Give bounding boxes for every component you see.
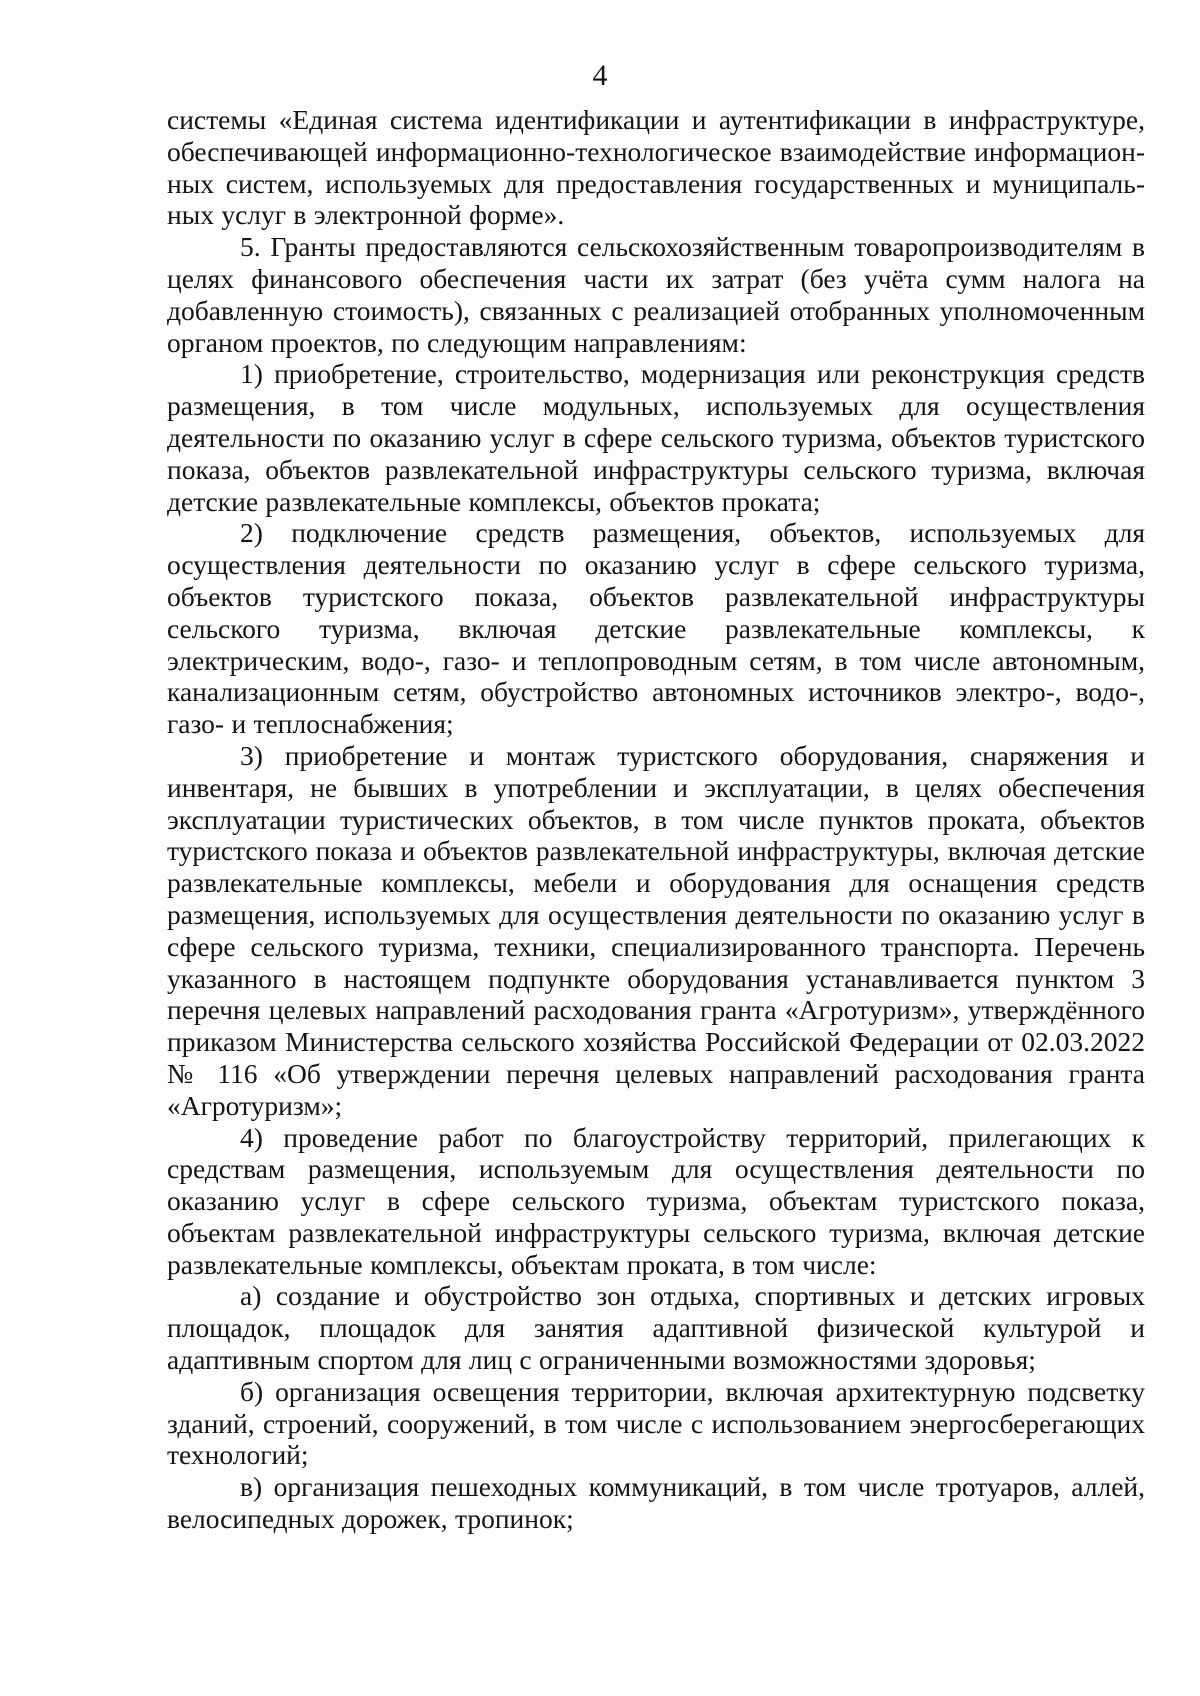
page-number: 4 [592,59,608,92]
paragraph: 4) проведение работ по благоустройству территорий, прилегающих к средствам размещения, используемым для осуществления деятельности по оказанию услуг в сфере сельского туризма, объектам туристского показа, объектам развлекательной инфраструктуры сельского туризма, включая детские развлекательные комплексы, объектам проката, в том числе: [167,1121,1145,1280]
paragraph: системы «Единая система идентификации и аутентификации в инфраструктуре, обеспечивающей информационно-технологическое взаимодействие информационных систем, используемых для предоставления государственных и муниципальных услуг в электронной форме». [167,104,1145,231]
paragraph: 5. Гранты предоставляются сельскохозяйственным товаропроизводителям в целях финансового обеспечения части их затрат (без учёта сумм налога на добавленную стоимость), связанных с реализацией отобранных уполномоченным органом проектов, по следующим направлениям: [167,231,1145,358]
paragraph: а) создание и обустройство зон отдыха, спортивных и детских игровых площадок, площадок для занятия адаптивной физической культурой и адаптивным спортом для лиц с ограниченными возможностями здоровья; [167,1280,1145,1376]
paragraph: в) организация пешеходных коммуникаций, в том числе тротуаров, аллей, велосипедных дорожек, тропинок; [167,1471,1145,1535]
paragraph: 1) приобретение, строительство, модернизация или реконструкция средств размещения, в том числе модульных, используемых для осуществления деятельности по оказанию услуг в сфере сельского туризма, объектов туристского показа, объектов развлекательной инфраструктуры сельского туризма, включая детские развлекательные комплексы, объектов проката; [167,358,1145,517]
paragraph: 3) приобретение и монтаж туристского оборудования, снаряжения и инвентаря, не бывших в употреблении и эксплуатации, в целях обеспечения эксплуатации туристических объектов, в том числе пунктов проката, объектов туристского показа и объектов развлекательной инфраструктуры, включая детские развлекательные комплексы, мебели и оборудования для оснащения средств размещения, используемых для осуществления деятельности по оказанию услуг в сфере сельского туризма, техники, специализированного транспорта. Перечень указанного в настоящем подпункте оборудования устанавливается пунктом 3 перечня целевых направлений расходования гранта «Агротуризм», утверждённого приказом Министерства сельского хозяйства Российской Федерации от 02.03.2022 № 116 «Об утверждении перечня целевых направлений расходования гранта «Агротуризм»; [167,739,1145,1121]
paragraph: 2) подключение средств размещения, объектов, используемых для осуществления деятельности по оказанию услуг в сфере сельского туризма, объектов туристского показа, объектов развлекательной инфраструктуры сельского туризма, включая детские развлекательные комплексы, к электрическим, водо-, газо- и теплопроводным сетям, в том числе автономным, канализационным сетям, обустройство автономных источников электро-, водо-, газо- и теплоснабжения; [167,517,1145,740]
paragraph: б) организация освещения территории, включая архитектурную подсветку зданий, строений, сооружений, в том числе с использованием энергосберегающих технологий; [167,1375,1145,1471]
document-body [167,104,1145,1535]
